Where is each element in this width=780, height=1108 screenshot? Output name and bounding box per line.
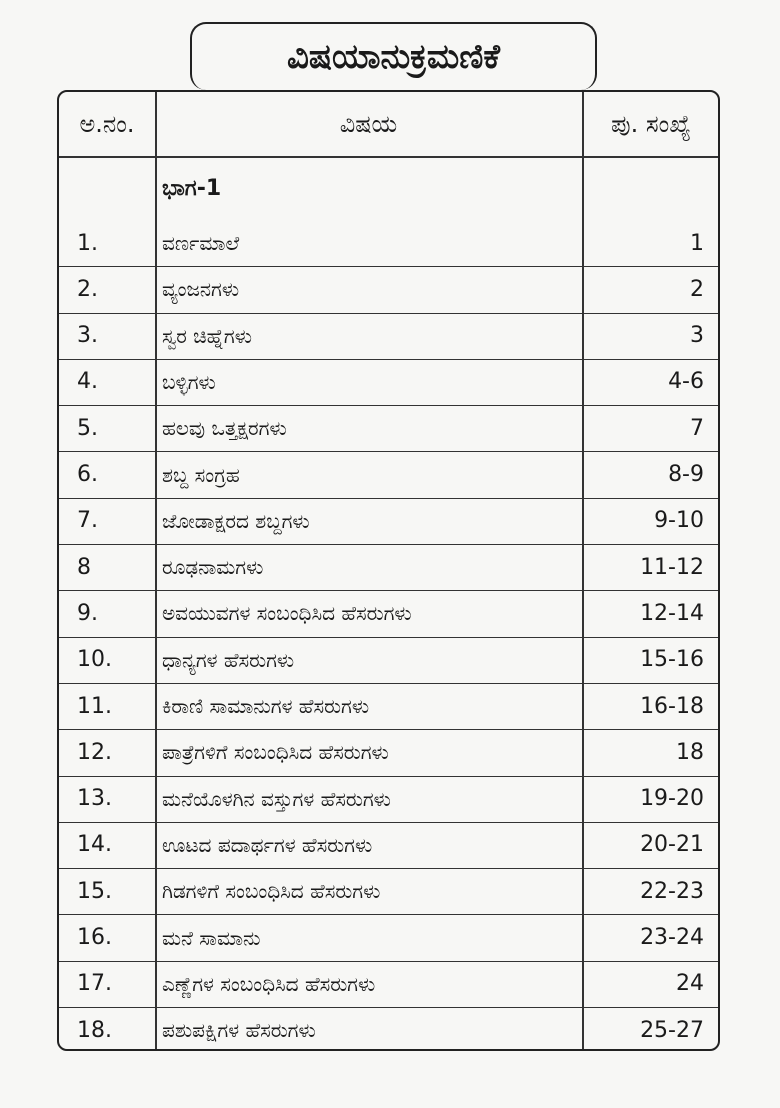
row-page: 16-18 bbox=[640, 693, 704, 719]
row-number: 2. bbox=[77, 276, 98, 302]
row-page: 7 bbox=[690, 415, 704, 441]
row-topic: ಹಲವು ಒತ್ತಕ್ಷರಗಳು bbox=[162, 416, 287, 441]
row-topic: ಎಣ್ಣೆಗಳ ಸಂಬಂಧಿಸಿದ ಹೆಸರುಗಳು bbox=[162, 971, 376, 996]
row-topic: ಜೋಡಾಕ್ಷರದ ಶಬ್ದಗಳು bbox=[162, 508, 310, 533]
row-page: 1 bbox=[690, 230, 704, 256]
table-row bbox=[59, 498, 718, 545]
table-row bbox=[59, 683, 718, 730]
table-row bbox=[59, 590, 718, 637]
header-serial: ಅ.ನಂ. bbox=[79, 110, 135, 138]
header-page: ಪು. ಸಂಖ್ಯೆ bbox=[611, 110, 691, 138]
row-page: 22-23 bbox=[640, 878, 704, 904]
row-topic: ಮನೆಯೊಳಗಿನ ವಸ್ತುಗಳ ಹೆಸರುಗಳು bbox=[162, 786, 391, 811]
row-number: 5. bbox=[77, 415, 98, 441]
row-page: 23-24 bbox=[640, 925, 704, 950]
table-row bbox=[59, 266, 718, 313]
row-topic: ಊಟದ ಪದಾರ್ಥಗಳ ಹೆಸರುಗಳು bbox=[162, 832, 373, 857]
row-topic: ಬಳ್ಳಿಗಳು bbox=[162, 369, 216, 394]
row-topic: ಪಶುಪಕ್ಷಿಗಳ ಹೆಸರುಗಳು bbox=[162, 1018, 316, 1043]
row-topic: ವರ್ಣಮಾಲೆ bbox=[162, 231, 240, 255]
row-number: 8 bbox=[77, 554, 91, 580]
table-row bbox=[59, 961, 718, 1008]
row-topic: ರೂಢನಾಮಗಳು bbox=[162, 555, 264, 580]
table-row bbox=[59, 452, 718, 499]
row-number: 17. bbox=[77, 971, 112, 997]
table-row bbox=[59, 729, 718, 776]
row-topic: ಶಬ್ದ ಸಂಗ್ರಹ bbox=[162, 462, 240, 487]
row-number: 6. bbox=[77, 462, 98, 487]
row-number: 7. bbox=[77, 508, 98, 534]
row-number: 3. bbox=[77, 323, 98, 349]
row-page: 25-27 bbox=[640, 1017, 704, 1043]
row-topic: ಧಾನ್ಯಗಳ ಹೆಸರುಗಳು bbox=[162, 647, 295, 672]
row-number: 4. bbox=[77, 369, 98, 395]
contents-table bbox=[57, 90, 720, 1051]
table-row bbox=[59, 220, 718, 267]
table-header bbox=[59, 92, 718, 158]
row-number: 1. bbox=[77, 230, 98, 256]
row-page: 12-14 bbox=[640, 600, 704, 626]
table-row bbox=[59, 637, 718, 684]
row-number: 18. bbox=[77, 1017, 112, 1043]
row-number: 13. bbox=[77, 786, 112, 812]
row-page: 2 bbox=[690, 276, 704, 302]
row-number: 12. bbox=[77, 739, 112, 765]
table-row bbox=[59, 776, 718, 823]
row-topic: ಅವಯುವಗಳ ಸಂಬಂಧಿಸಿದ ಹೆಸರುಗಳು bbox=[162, 601, 412, 626]
table-row bbox=[59, 405, 718, 452]
row-number: 14. bbox=[77, 832, 112, 858]
row-page: 11-12 bbox=[640, 554, 704, 580]
table-row bbox=[59, 868, 718, 915]
table-row bbox=[59, 1007, 718, 1053]
row-page: 18 bbox=[676, 739, 704, 765]
row-topic: ಗಿಡಗಳಿಗೆ ಸಂಬಂಧಿಸಿದ ಹೆಸರುಗಳು bbox=[162, 879, 381, 904]
section-heading: ಭಾಗ-1 bbox=[162, 176, 222, 201]
row-page: 4-6 bbox=[668, 369, 704, 395]
row-topic: ಪಾತ್ರೆಗಳಿಗೆ ಸಂಬಂಧಿಸಿದ ಹೆಸರುಗಳು bbox=[162, 740, 389, 765]
row-topic: ಮನೆ ಸಾಮಾನು bbox=[162, 925, 261, 950]
row-page: 8-9 bbox=[668, 462, 704, 487]
row-number: 15. bbox=[77, 878, 112, 904]
row-topic: ಸ್ವರ ಚಿಹ್ನೆಗಳು bbox=[162, 323, 252, 348]
table-row bbox=[59, 915, 718, 962]
table-row bbox=[59, 544, 718, 591]
table-row bbox=[59, 822, 718, 869]
row-page: 15-16 bbox=[640, 647, 704, 673]
row-number: 10. bbox=[77, 647, 112, 673]
row-topic: ಕಿರಾಣಿ ಸಾಮಾನುಗಳ ಹೆಸರುಗಳು bbox=[162, 694, 370, 718]
row-number: 11. bbox=[77, 693, 112, 719]
row-page: 20-21 bbox=[640, 832, 704, 858]
row-page: 19-20 bbox=[640, 786, 704, 812]
row-page: 3 bbox=[690, 323, 704, 349]
row-topic: ವ್ಯಂಜನಗಳು bbox=[162, 277, 240, 302]
table-row bbox=[59, 313, 718, 360]
row-page: 9-10 bbox=[654, 508, 704, 534]
page-title: ವಿಷಯಾನುಕ್ರಮಣಿಕೆ bbox=[190, 22, 597, 90]
row-number: 16. bbox=[77, 925, 112, 950]
header-topic: ವಿಷಯ bbox=[339, 110, 398, 138]
row-number: 9. bbox=[77, 600, 98, 626]
row-page: 24 bbox=[676, 971, 704, 997]
table-row bbox=[59, 359, 718, 406]
